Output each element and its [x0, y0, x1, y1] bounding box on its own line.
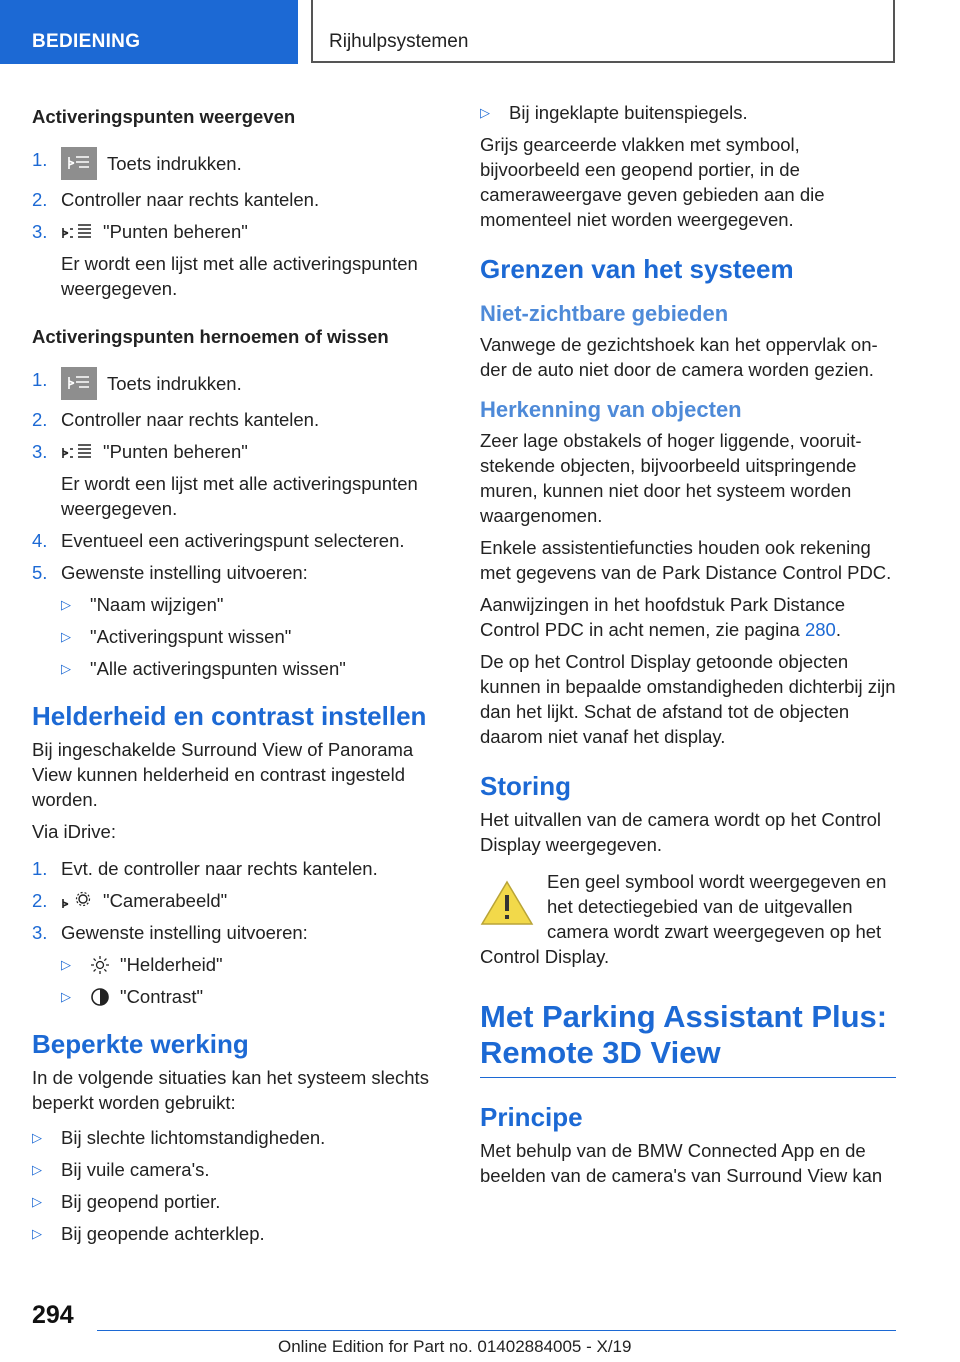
step-note: Er wordt een lijst met alle activeringspunten weergegeven. — [61, 473, 418, 519]
steps-brightness — [32, 856, 446, 945]
paragraph: Bij ingeschakelde Surround View of Panorama View kunnen helderheid en contrast ingesteld worden. — [32, 739, 414, 810]
steps-show-points — [32, 147, 446, 301]
list-item — [32, 1125, 446, 1150]
step-number: 3. — [32, 922, 48, 943]
option-list — [61, 592, 446, 681]
step-text: "Punten beheren" — [103, 441, 248, 462]
step-text: Evt. de controller naar rechts kantelen. — [61, 858, 378, 879]
step — [32, 187, 446, 212]
subheading-rename-points: Activeringspunten hernoemen of wissen — [32, 326, 389, 347]
text: Aanwijzingen in het hoofdstuk Park Distance Control PDC in acht nemen, zie pagina — [480, 594, 846, 640]
step-number: 1. — [32, 369, 48, 390]
step-number: 5. — [32, 562, 48, 583]
heading-limited: Beperkte werking — [32, 1029, 249, 1059]
option-text: "Naam wijzigen" — [90, 594, 224, 615]
list-item — [61, 656, 446, 681]
paragraph: Vanwege de gezichtshoek kan het oppervlak onder de auto niet door de camera worden gezien. — [480, 334, 878, 380]
step — [32, 528, 446, 553]
triangle-bullet-icon: ▷ — [61, 661, 71, 676]
step-text: Controller naar rechts kantelen. — [61, 409, 320, 430]
heading-rule — [480, 1077, 896, 1078]
triangle-bullet-icon: ▷ — [61, 597, 71, 612]
item-text: Bij ingeklapte buitenspiegels. — [509, 102, 748, 123]
subheading-show-points: Activeringspunten weergeven — [32, 106, 296, 127]
step-number: 2. — [32, 890, 48, 911]
step — [32, 439, 446, 521]
triangle-bullet-icon: ▷ — [32, 1194, 42, 1209]
warning-note — [480, 869, 896, 969]
step-text: Toets indrukken. — [107, 153, 242, 174]
warning-text: Een geel symbool wordt weergegeven en het detectiegebied van de uitgevallen camera wordt zwart weergegeven op het — [547, 871, 887, 942]
triangle-bullet-icon: ▷ — [61, 629, 71, 644]
limited-list — [32, 1125, 446, 1246]
triangle-bullet-icon: ▷ — [32, 1162, 42, 1177]
triangle-bullet-icon: ▷ — [61, 989, 71, 1004]
section-tab — [0, 0, 298, 64]
warning-triangle-icon — [480, 879, 534, 927]
step-number: 3. — [32, 441, 48, 462]
list-item — [480, 100, 896, 125]
edition-text: Online Edition for Part no. 01402884005 - X/19 — [278, 1337, 632, 1356]
step — [32, 888, 446, 913]
paragraph: De op het Control Display getoonde objecten kunnen in bepaalde omstandigheden dichterbij zijn dan het lijkt. Schat de afstand tot de objecten daarom niet vanaf het display. — [480, 651, 896, 747]
list-item — [32, 1221, 446, 1246]
paragraph — [480, 592, 896, 642]
step — [32, 407, 446, 432]
paragraph: Zeer lage obstakels of hoger liggende, vooruitstekende objecten, bijvoorbeeld uitspringende muren, kunnen niet door het systeem worden waargenomen. — [480, 430, 862, 526]
heading-principle: Principe — [480, 1102, 583, 1132]
list-item — [61, 952, 446, 977]
section-title: BEDIENING — [32, 31, 141, 52]
page-link[interactable]: 280 — [804, 619, 836, 640]
right-column — [480, 100, 896, 1195]
brightness-options — [61, 952, 446, 1009]
left-column — [32, 100, 446, 1253]
step-text: Toets indrukken. — [107, 373, 242, 394]
step-text: Gewenste instelling uitvoeren: — [61, 562, 308, 583]
step — [32, 920, 446, 945]
camera-settings-icon — [61, 891, 93, 911]
step-number: 2. — [32, 409, 48, 430]
chapter-title: Rijhulpsystemen — [329, 31, 469, 52]
option-text: "Contrast" — [120, 986, 204, 1007]
step — [32, 219, 446, 301]
step-text: Gewenste instelling uitvoeren: — [61, 922, 308, 943]
text: . — [835, 619, 841, 640]
step-note: Er wordt een lijst met alle activeringspunten weergegeven. — [61, 253, 418, 299]
paragraph: Het uitvallen van de camera wordt op het Control Display weergegeven. — [480, 809, 882, 855]
step — [32, 560, 446, 585]
chapter-tab — [311, 0, 895, 63]
paragraph: In de volgende situaties kan het systeem slechts beperkt worden gebruikt: — [32, 1067, 429, 1113]
step-text: "Punten beheren" — [103, 221, 248, 242]
step — [32, 856, 446, 881]
heading-invisible-areas: Niet-zichtbare gebieden — [480, 301, 729, 326]
warning-text-tail: Control Display. — [480, 946, 610, 967]
step-text: Controller naar rechts kantelen. — [61, 189, 320, 210]
heading-fault: Storing — [480, 771, 571, 801]
triangle-bullet-icon: ▷ — [61, 957, 71, 972]
step — [32, 367, 446, 400]
step-number: 1. — [32, 858, 48, 879]
paragraph: Met behulp van de BMW Connected App en de beelden van de camera's van Surround View kan — [480, 1140, 883, 1186]
triangle-bullet-icon: ▷ — [480, 105, 490, 120]
item-text: Bij vuile camera's. — [61, 1159, 210, 1180]
steps-rename-points — [32, 367, 446, 585]
brightness-icon — [90, 955, 110, 975]
step-number: 1. — [32, 149, 48, 170]
paragraph: Enkele assistentiefuncties houden ook rekening met gegevens van de Park Distance Control PDC. — [480, 537, 892, 583]
option-text: "Alle activeringspunten wissen" — [90, 658, 346, 679]
step-text: "Camerabeeld" — [103, 890, 228, 911]
triangle-bullet-icon: ▷ — [32, 1226, 42, 1241]
paragraph: Via iDrive: — [32, 821, 116, 842]
list-item — [32, 1157, 446, 1182]
option-text: "Helderheid" — [120, 954, 223, 975]
item-text: Bij geopende achterklep. — [61, 1223, 265, 1244]
heading-brightness: Helderheid en contrast instellen — [32, 701, 427, 731]
list-item — [61, 984, 446, 1009]
step-text: Eventueel een activeringspunt selecteren. — [61, 530, 405, 551]
option-text: "Activeringspunt wissen" — [90, 626, 292, 647]
paragraph: Grijs gearceerde vlakken met symbool, bijvoorbeeld een geopend portier, in de cameraweergave geven gebieden aan die momenteel niet worden weergegeven. — [480, 134, 825, 230]
heading-object-detection: Herkenning van objecten — [480, 397, 742, 422]
step-number: 4. — [32, 530, 48, 551]
contrast-icon — [90, 987, 110, 1007]
heading-remote-3d-view: Met Parking Assistant Plus: Remote 3D View — [480, 999, 888, 1070]
item-text: Bij slechte lichtomstandigheden. — [61, 1127, 326, 1148]
step-number: 2. — [32, 189, 48, 210]
item-text: Bij geopend portier. — [61, 1191, 221, 1212]
list-item — [61, 592, 446, 617]
heading-system-limits: Grenzen van het systeem — [480, 254, 794, 284]
page-number: 294 — [32, 1301, 74, 1329]
manage-points-icon — [61, 442, 93, 462]
manage-points-icon — [61, 222, 93, 242]
list-item — [61, 624, 446, 649]
list-item — [32, 1189, 446, 1214]
step — [32, 147, 446, 180]
triangle-bullet-icon: ▷ — [32, 1130, 42, 1145]
camera-button-icon — [61, 367, 97, 400]
step-number: 3. — [32, 221, 48, 242]
footer-rule — [97, 1330, 896, 1331]
limited-list-continued — [480, 100, 896, 125]
camera-button-icon — [61, 147, 97, 180]
